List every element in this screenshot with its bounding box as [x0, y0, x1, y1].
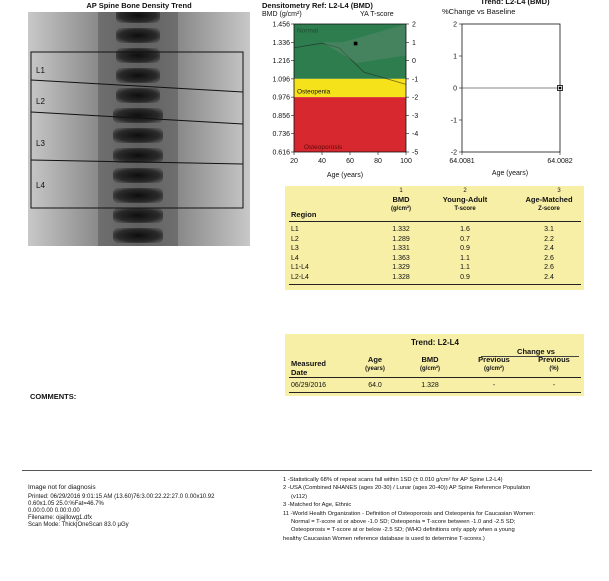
- t-score-tick-label-5: -3: [412, 112, 419, 120]
- bmd-cell-r0-c3: 3.1: [544, 226, 554, 233]
- trend-table-title: Trend: L2-L4: [410, 338, 459, 347]
- roi-label-l2: L2: [36, 97, 45, 106]
- bmd-cell-r2-c1: 1.331: [392, 245, 410, 252]
- header-rule: [289, 221, 581, 222]
- zone-label-osteopenia: Osteopenia: [297, 88, 331, 96]
- comments-label: COMMENTS:: [30, 392, 77, 401]
- trend-chart: [432, 18, 602, 176]
- t-score-tick-label-0: 2: [412, 21, 416, 29]
- trend-cell-age: 64.0: [368, 382, 382, 389]
- footer-right-line-0: 1 -Statistically 68% of repeat scans fall within 1SD (± 0.010 g/cm² for AP Spine L2-L4): [283, 477, 503, 483]
- trend-cell-date: 06/29/2016: [291, 382, 327, 389]
- zone-label-normal: Normal: [297, 27, 318, 35]
- trend-bottom-rule: [289, 392, 581, 393]
- footer-left-line-1: Printed: 06/29/2016 9:01:15 AM (13.60)76:3.00:22.22:27.0 0.00x10.92: [28, 494, 215, 500]
- trend-x-tick-label-1: 64.0082: [547, 158, 573, 165]
- bmd-cell-r3-c2: 1.1: [460, 254, 470, 262]
- bmd-tick-label-0: 1.456: [272, 21, 290, 29]
- bmd-tick-label-1: 1.336: [272, 39, 290, 47]
- t-score-tick-label-7: -5: [412, 149, 419, 157]
- trend-cell-previous-gcm: -: [492, 382, 496, 389]
- roi-overlay: [28, 12, 250, 246]
- bmd-cell-r2-c2: 0.9: [460, 245, 470, 252]
- densitometry-chart: [260, 18, 440, 176]
- bmd-cell-r1-c2: 0.7: [460, 235, 470, 243]
- zone-label-osteoporosis: Osteoporosis: [304, 144, 343, 152]
- trend-y-tick-label-4: -2: [450, 149, 457, 157]
- trend-cell-previous-pct: -: [552, 382, 556, 389]
- footer-right-line-5: Normal = T-score at or above -1.0 SD; Osteopenia = T-score between -1.0 and -2.5 SD;: [291, 519, 516, 526]
- bmd-tick-label-2: 1.216: [272, 58, 290, 66]
- bmd-bottom-rule: [289, 284, 581, 285]
- trend-header-rule: [289, 377, 581, 378]
- bmd-cell-r0-c0: L1: [291, 226, 299, 233]
- age-tick-label-2: 60: [346, 158, 354, 165]
- t-score-tick-label-2: 0: [412, 58, 416, 66]
- footer-print-info: [28, 481, 283, 529]
- header-age-unit: (years): [365, 366, 385, 372]
- trend-x-title: Age (years): [491, 170, 529, 177]
- footer-left-line-2: 0.60x1.05 25.0:%Fat=46.7%: [28, 501, 104, 507]
- header-measured: Measured: [291, 359, 327, 368]
- footer-left-line-0: Image not for diagnosis: [28, 484, 96, 491]
- footnote-marker-2: 2: [463, 188, 467, 194]
- trend-y-tick-label-3: -1: [450, 117, 457, 125]
- header-previous-pct: Previous: [538, 355, 570, 364]
- header-bmd: BMD: [392, 195, 410, 204]
- trend-y-tick-label-0: 2: [453, 21, 457, 29]
- bmd-results-table: [285, 186, 584, 290]
- footer-right-line-7: healthy Caucasian Women reference database is used to determine T-scores.): [283, 535, 485, 542]
- trend-cell-bmd: 1.328: [421, 382, 439, 389]
- bmd-cell-r5-c2: 0.9: [460, 273, 470, 281]
- footnote-marker-3: 3: [557, 188, 561, 194]
- bmd-cell-r0-c1: 1.332: [392, 226, 410, 233]
- footer-right-line-3: 3 -Matched for Age, Ethnic: [283, 502, 352, 509]
- roi-label-l3: L3: [36, 139, 45, 148]
- bmd-cell-r4-c0: L1-L4: [291, 264, 309, 271]
- footer-divider: [22, 470, 592, 471]
- footer-right-line-4: 11 -World Health Organization - Definition of Osteoporosis and Osteopenia for Caucasian Women:: [283, 510, 535, 517]
- roi-label-l1: L1: [36, 66, 45, 75]
- bmd-tick-label-3: 1.096: [272, 76, 290, 84]
- t-score-tick-label-1: 1: [412, 39, 416, 47]
- bmd-cell-r1-c3: 2.2: [544, 235, 554, 243]
- footer-left-line-5: Scan Mode: Thick|OneScan 83.0 µGy: [28, 522, 129, 528]
- bmd-cell-r3-c1: 1.363: [392, 254, 410, 262]
- bmd-cell-r1-c1: 1.289: [392, 235, 410, 243]
- trend-point-core-0: [559, 87, 562, 90]
- spine-image-title: AP Spine Bone Density Trend: [86, 1, 192, 10]
- patient-point-0: [354, 42, 358, 46]
- age-tick-label-4: 100: [400, 158, 412, 165]
- age-tick-label-3: 80: [374, 158, 382, 165]
- densitometry-x-title: Age (years): [326, 172, 364, 179]
- age-tick-label-0: 20: [290, 158, 298, 165]
- header-trend-bmd: BMD: [421, 355, 439, 364]
- bmd-cell-r5-c1: 1.328: [392, 273, 410, 281]
- trend-y-tick-label-1: 1: [453, 53, 457, 61]
- trend-x-tick-label-0: 64.0081: [449, 158, 475, 165]
- bmd-cell-r2-c0: L3: [291, 245, 299, 252]
- bmd-cell-r2-c3: 2.4: [544, 245, 554, 252]
- bmd-tick-label-5: 0.856: [272, 112, 290, 120]
- spine-scan-image: [28, 12, 250, 246]
- bmd-cell-r3-c3: 2.6: [544, 254, 554, 262]
- trend-table: [285, 334, 584, 396]
- footer-left-line-4: Filename: ojajllowg1.dfx: [28, 515, 93, 521]
- footer-notes: [283, 476, 598, 543]
- bmd-cell-r4-c2: 1.1: [460, 264, 470, 271]
- header-trend-bmd-unit: (g/cm²): [420, 366, 440, 372]
- header-previous-pct-unit: (%): [549, 366, 559, 372]
- trend-chart-subtitle: %Change vs Baseline: [442, 7, 516, 16]
- t-score-tick-label-3: -1: [412, 76, 419, 84]
- footer-right-line-2: (v112): [291, 493, 308, 500]
- bmd-cell-r3-c0: L4: [291, 254, 299, 262]
- bmd-cell-r4-c3: 2.6: [544, 264, 554, 271]
- header-age-matched: Age-Matched: [525, 195, 573, 204]
- densitometry-title: Densitometry Ref: L2-L4 (BMD): [262, 1, 373, 10]
- bmd-axis-title: BMD (g/cm²): [262, 11, 302, 18]
- bmd-tick-label-4: 0.976: [272, 94, 290, 102]
- footer-left-line-3: 0.00:0.00 0.00:0.00: [28, 508, 80, 514]
- bmd-cell-r1-c0: L2: [291, 235, 299, 243]
- footnote-marker-1: 1: [399, 188, 403, 194]
- header-previous-gcm-unit: (g/cm²): [484, 366, 504, 372]
- bmd-cell-r4-c1: 1.329: [392, 264, 410, 271]
- bmd-tick-label-6: 0.736: [272, 131, 290, 139]
- header-age: Age: [367, 355, 383, 364]
- footer-right-line-1: 2 -USA (Combined NHANES (ages 20-30) / Lunar (ages 20-40)) AP Spine Reference Population: [283, 485, 531, 492]
- header-young-adult: Young-Adult: [442, 195, 488, 204]
- t-score-axis-title: YA T-score: [360, 11, 394, 18]
- change-vs-header: Change vs: [517, 347, 555, 356]
- t-score-tick-label-6: -4: [412, 131, 419, 139]
- header-bmd-unit: (g/cm²): [391, 206, 411, 212]
- trend-y-tick-label-2: 0: [453, 85, 457, 93]
- header-region: Region: [291, 210, 317, 219]
- bmd-cell-r0-c2: 1.6: [460, 226, 470, 233]
- header-date: Date: [291, 368, 308, 377]
- bmd-cell-r5-c0: L2-L4: [291, 273, 309, 281]
- roi-label-l4: L4: [36, 181, 45, 190]
- footer-right-line-6: Osteoporosis = T-score at or below -2.5 SD; (WHO definitions only apply when a young: [291, 527, 515, 534]
- bmd-cell-r5-c3: 2.4: [544, 273, 554, 281]
- header-z-score: Z-score: [538, 206, 560, 212]
- bmd-tick-label-7: 0.616: [272, 149, 290, 157]
- trend-chart-title: Trend: L2-L4 (BMD): [480, 0, 550, 6]
- age-tick-label-1: 40: [318, 158, 326, 165]
- header-t-score: T-score: [454, 206, 476, 212]
- t-score-tick-label-4: -2: [412, 94, 419, 102]
- header-previous-gcm: Previous: [478, 355, 510, 364]
